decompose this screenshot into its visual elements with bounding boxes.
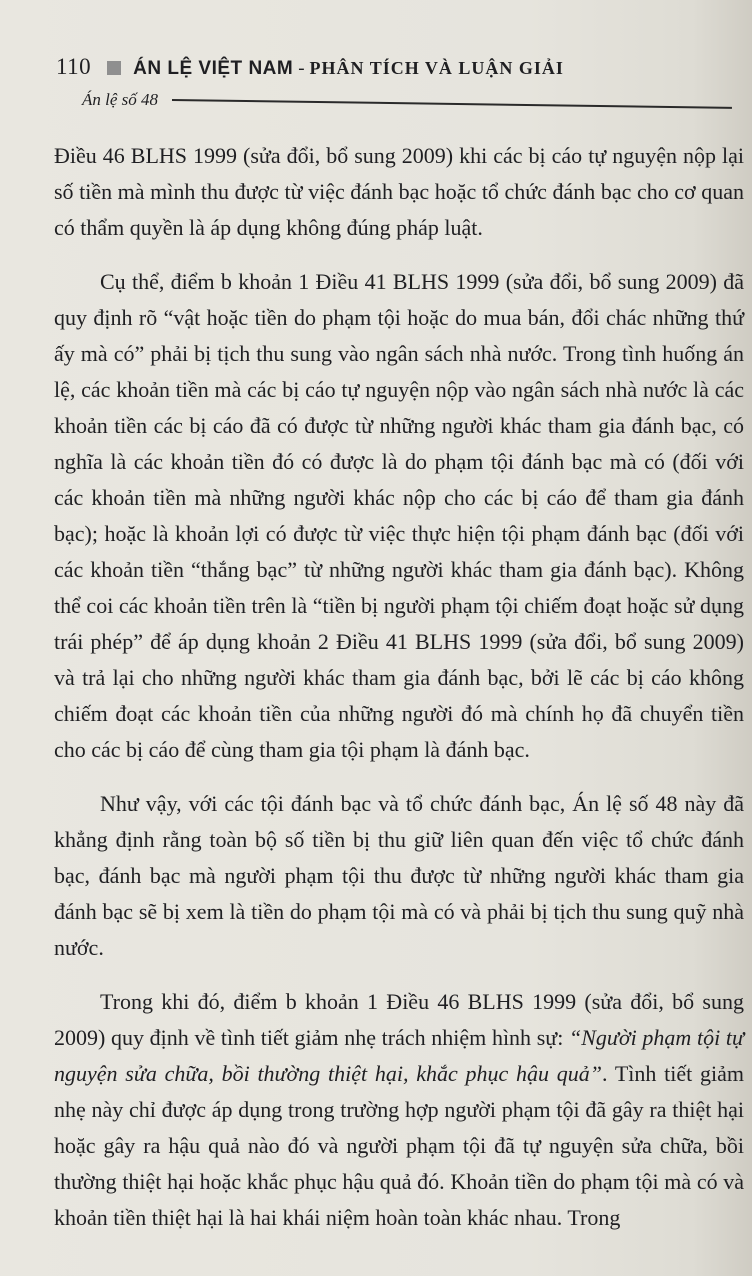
book-title-subtitle: PHÂN TÍCH VÀ LUẬN GIẢI	[309, 58, 564, 78]
paragraph-2: Cụ thể, điểm b khoản 1 Điều 41 BLHS 1999 (sửa đổi, bổ sung 2009) đã quy định rõ “vật hoặc tiền do phạm tội hoặc do mua bán, đổi chác những thứ ấy mà có” phải bị tịch thu sung vào ngân sách nhà nước. Trong tình huống án lệ, các khoản tiền mà các bị cáo tự nguyện nộp vào ngân sách nhà nước là các khoản tiền các bị cáo đã có được từ những người khác tham gia đánh bạc, có nghĩa là các khoản tiền đó có được là do phạm tội đánh bạc mà có (đối với các khoản tiền mà những người khác nộp cho các bị cáo để tham gia đánh bạc); hoặc là khoản lợi có được từ việc thực hiện tội phạm đánh bạc (đối với các khoản tiền “thắng bạc” từ những người khác tham gia đánh bạc). Không thể coi các khoản tiền trên là “tiền bị người phạm tội chiếm đoạt hoặc sử dụng trái phép” để áp dụng khoản 2 Điều 41 BLHS 1999 (sửa đổi, bổ sung 2009) và trả lại cho những người khác tham gia đánh bạc, bởi lẽ các bị cáo không chiếm đoạt các khoản tiền của những người đó mà chính họ đã chuyển tiền cho các bị cáo để cùng tham gia tội phạm là đánh bạc.	[54, 269, 744, 762]
title-separator: -	[298, 58, 305, 79]
paragraph-3: Như vậy, với các tội đánh bạc và tổ chức đánh bạc, Án lệ số 48 này đã khẳng định rằng toàn bộ số tiền bị thu giữ liên quan đến việc tổ chức đánh bạc, đánh bạc mà người phạm tội thu được từ những người khác tham gia đánh bạc sẽ bị xem là tiền do phạm tội mà có và phải bị tịch thu sung quỹ nhà nước.	[54, 791, 744, 960]
paragraph-4-intro: Trong khi đó, điểm b khoản 1 Điều 46 BLHS 1999 (sửa đổi, bổ sung 2009) quy định về tình tiết giảm nhẹ trách nhiệm hình sự:	[54, 989, 744, 1050]
paragraph-1: Điều 46 BLHS 1999 (sửa đổi, bổ sung 2009) khi các bị cáo tự nguyện nộp lại số tiền mà mình thu được từ việc đánh bạc hoặc tổ chức đánh bạc cho cơ quan có thẩm quyền là áp dụng không đúng pháp luật.	[54, 143, 744, 240]
paragraph-4-quote: “Người phạm tội tự nguyện sửa chữa, bồi thường thiệt hại, khắc phục hậu quả”	[54, 1025, 744, 1086]
running-header	[56, 54, 732, 110]
paragraph-4-rest: . Tình tiết giảm nhẹ này chỉ được áp dụng trong trường hợp người phạm tội đã gây ra thiệt hại hoặc gây ra hậu quả nào đó và người phạm tội đã tự nguyện sửa chữa, bồi thường thiệt hại hoặc khắc phục hậu quả đó. Khoản tiền do phạm tội mà có và khoản tiền thiệt hại là hai khái niệm hoàn toàn khác nhau. Trong	[54, 1061, 744, 1230]
page-number: 110	[56, 54, 92, 79]
paragraph-4	[54, 984, 744, 1236]
book-title-main: ÁN LỆ VIỆT NAM	[133, 58, 294, 79]
header-line	[56, 54, 732, 80]
page-body	[54, 138, 744, 1254]
case-label: Án lệ số 48	[82, 90, 159, 109]
section-line	[56, 90, 732, 110]
header-rule	[172, 99, 732, 108]
square-bullet-icon	[107, 61, 121, 75]
